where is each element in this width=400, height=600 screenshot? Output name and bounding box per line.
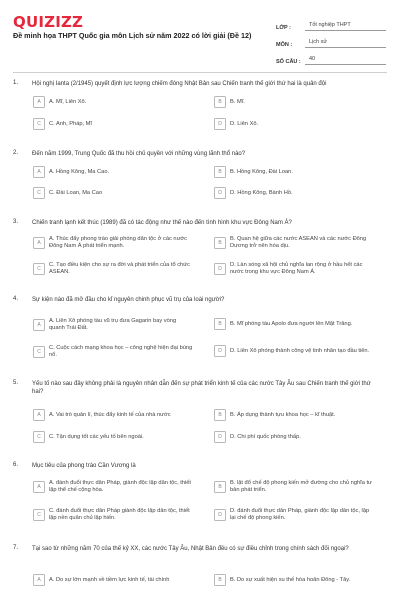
option-text: D. Liên Xô.: [230, 120, 259, 127]
answer-option[interactable]: [33, 431, 193, 443]
option-text: A. Vai trò quản lí, thúc đẩy kinh tế của nhà nước: [49, 411, 171, 418]
option-letter-badge: A: [33, 319, 45, 331]
option-text: B. Quan hệ giữa các nước ASEAN và các nước Đông Dương trở nên hòa dịu.: [230, 236, 367, 249]
meta-subject-row: [276, 31, 386, 48]
option-letter-badge: B: [214, 481, 226, 493]
option-text: C. Tạo điều kiện cho sự ra đời và phát triển của tổ chức ASEAN.: [49, 262, 190, 275]
option-text: B. Áp dụng thành tựu khoa học – kĩ thuật.: [230, 411, 336, 418]
answer-option[interactable]: [33, 409, 193, 421]
answer-option[interactable]: [33, 508, 193, 522]
question-text: Đến năm 1999, Trung Quốc đã thu hồi chủ quyền với những vùng lãnh thổ nào?: [32, 151, 246, 157]
option-letter-badge: D: [214, 345, 226, 357]
option-text: D. Làn sóng xã hội chủ nghĩa lan rộng ở hầu hết các nước trong khu vực Đông Nam Á.: [230, 262, 363, 275]
option-letter-badge: A: [33, 574, 45, 586]
option-letter-badge: D: [214, 263, 226, 275]
answer-option[interactable]: [214, 574, 374, 586]
option-text: A. đánh đuổi thực dân Pháp, giành độc lập dân tộc, thiết lập thể chế cộng hòa.: [49, 480, 191, 493]
question-text: Chiến tranh lạnh kết thúc (1989) đã có tác động như thế nào đến tình hình khu vực Đông Nam Á?: [32, 220, 292, 226]
question-number: 6.: [13, 462, 19, 468]
answer-option[interactable]: [214, 508, 374, 522]
option-letter-badge: D: [214, 509, 226, 521]
answer-option[interactable]: [33, 187, 193, 199]
answer-option[interactable]: [214, 262, 374, 276]
answer-option[interactable]: [33, 345, 193, 359]
option-letter-badge: D: [214, 118, 226, 130]
option-text: C. Cuộc cách mạng khoa học – công nghệ hiện đại bùng nổ.: [49, 345, 193, 358]
answer-option[interactable]: [214, 345, 374, 357]
answer-option[interactable]: [33, 96, 193, 108]
question-number: 5.: [13, 380, 19, 386]
option-text: D. Hồng Kông, Bành Hồ.: [230, 189, 293, 196]
answer-option[interactable]: [214, 166, 374, 178]
option-letter-badge: C: [33, 187, 45, 199]
option-letter-badge: B: [214, 96, 226, 108]
meta-count-label: SỐ CÂU :: [276, 59, 301, 65]
option-text: D. Chi phí quốc phòng thấp.: [230, 433, 301, 440]
meta-count-row: [276, 48, 386, 65]
question-number: 1.: [13, 80, 19, 86]
answer-option[interactable]: [214, 409, 374, 421]
meta-class-label: LỚP :: [276, 25, 291, 31]
option-letter-badge: B: [214, 574, 226, 586]
answer-option[interactable]: [214, 187, 374, 199]
question-text: Tại sao từ những năm 70 của thế kỷ XX, các nước Tây Âu, Nhật Bản đều có sự điều chỉnh trong chính sách đối ngoại?: [32, 546, 349, 552]
answer-option[interactable]: [33, 236, 193, 250]
option-letter-badge: C: [33, 431, 45, 443]
option-letter-badge: A: [33, 96, 45, 108]
meta-count-value: 40: [305, 56, 386, 65]
option-letter-badge: C: [33, 509, 45, 521]
answer-option[interactable]: [214, 96, 374, 108]
question-text: Sự kiện nào đã mở đầu cho kỉ nguyên chinh phục vũ trụ của loài người?: [32, 297, 225, 303]
option-letter-badge: C: [33, 263, 45, 275]
option-letter-badge: A: [33, 237, 45, 249]
option-letter-badge: B: [214, 166, 226, 178]
header-divider: [13, 72, 387, 73]
question-text: Yếu tố nào sau đây không phải là nguyên nhân dẫn đến sự phát triển kinh tế của các nước Tây Âu sau Chiến tranh thế giới thứ hai?: [32, 381, 371, 395]
answer-option[interactable]: [214, 118, 374, 130]
option-letter-badge: D: [214, 187, 226, 199]
option-text: C. Anh, Pháp, Mĩ: [49, 120, 92, 127]
answer-option[interactable]: [33, 318, 193, 332]
option-letter-badge: B: [214, 409, 226, 421]
question-text: Hội nghị Ianta (2/1945) quyết định lực lượng chiếm đóng Nhật Bản sau Chiến tranh thế giới thứ hai là quân đội: [32, 81, 327, 87]
answer-option[interactable]: [214, 236, 374, 250]
option-text: A. Thúc đẩy phong trào giải phóng dân tộc ở các nước Đông Nam Á phát triển mạnh.: [49, 236, 187, 249]
question-number: 7.: [13, 545, 19, 551]
option-text: B. Mĩ phóng tàu Apolo đưa người lên Mặt Trăng.: [230, 320, 353, 327]
answer-option[interactable]: [33, 480, 193, 494]
option-letter-badge: B: [214, 318, 226, 330]
option-text: D. đánh đuổi thực dân Pháp, giành độc lập dân tộc, lập lại chế độ phong kiến.: [230, 508, 370, 521]
meta-subject-label: MÔN :: [276, 42, 293, 48]
answer-option[interactable]: [33, 574, 193, 586]
option-text: A. Hồng Kông, Ma Cao.: [49, 168, 110, 175]
option-letter-badge: A: [33, 481, 45, 493]
option-letter-badge: C: [33, 118, 45, 130]
answer-option[interactable]: [214, 318, 374, 330]
document-title: Đề minh họa THPT Quốc gia môn Lịch sử năm 2022 có lời giải (Đề 12): [13, 31, 252, 40]
question-text: Mục tiêu của phong trào Cần Vương là: [32, 463, 136, 469]
option-letter-badge: C: [33, 346, 45, 358]
option-text: D. Liên Xô phóng thành công vệ tinh nhân tạo đầu tiên.: [230, 347, 370, 354]
option-text: C. đánh đuổi thực dân Pháp giành độc lập dân tộc, thiết lập nền quân chủ lập hiến.: [49, 508, 190, 521]
option-letter-badge: A: [33, 409, 45, 421]
option-letter-badge: B: [214, 237, 226, 249]
meta-class-row: [276, 14, 386, 31]
question-number: 4.: [13, 296, 19, 302]
option-text: C. Tận dụng tốt các yếu tố bên ngoài.: [49, 433, 144, 440]
answer-option[interactable]: [33, 118, 193, 130]
option-letter-badge: D: [214, 431, 226, 443]
answer-option[interactable]: [214, 431, 374, 443]
option-text: B. Do sự xuất hiện xu thế hòa hoãn Đông - Tây.: [230, 576, 351, 583]
option-text: A. Do sự lớn mạnh về tiềm lực kinh tế, tài chính: [49, 576, 170, 583]
worksheet-meta: [276, 14, 386, 65]
option-text: A. Mĩ, Liên Xô.: [49, 98, 87, 105]
option-text: B. Mĩ.: [230, 98, 245, 105]
answer-option[interactable]: [214, 480, 374, 494]
option-text: C. Đài Loan, Ma Cao: [49, 189, 103, 196]
option-text: B. lật đổ chế độ phong kiến mở đường cho chủ nghĩa tư bản phát triển.: [230, 480, 372, 493]
meta-class-value: Tốt nghiệp THPT: [305, 22, 386, 31]
option-text: B. Hồng Kông, Đài Loan.: [230, 168, 293, 175]
meta-subject-value: Lịch sử: [305, 39, 386, 48]
answer-option[interactable]: [33, 166, 193, 178]
answer-option[interactable]: [33, 262, 193, 276]
option-text: A. Liên Xô phóng tàu vũ trụ đưa Gagarin bay vòng quanh Trái Đất.: [49, 318, 177, 331]
question-number: 2.: [13, 150, 19, 156]
question-number: 3.: [13, 219, 19, 225]
option-letter-badge: A: [33, 166, 45, 178]
quizizz-logo: QUIZIZZ: [13, 13, 84, 31]
